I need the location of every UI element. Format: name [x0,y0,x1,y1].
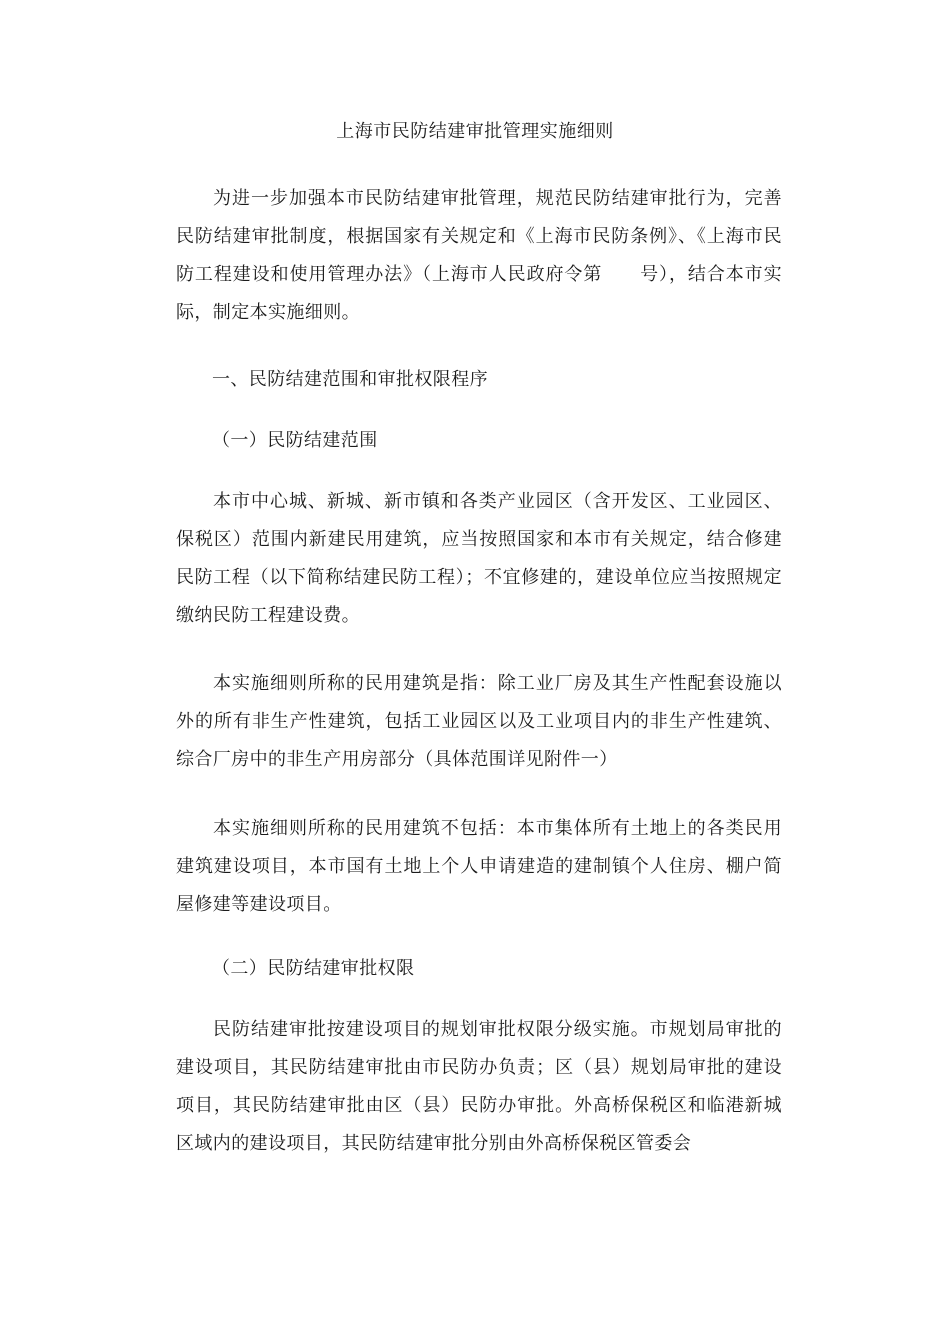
subsection-2-heading: （二）民防结建审批权限 [212,958,415,979]
section-1-heading: 一、民防结建范围和审批权限程序 [212,369,488,390]
intro-paragraph: 为进一步加强本市民防结建审批管理，规范民防结建审批行为，完善民防结建审批制度，根据国家有关规定和《上海市民防条例》、《上海市民防工程建设和使用管理办法》（上海市人民政府令第 号），结合本市实际，制定本实施细则。 [176,188,782,323]
subsection-1-paragraph-3: 本实施细则所称的民用建筑不包括：本市集体所有土地上的各类民用建筑建设项目，本市国有土地上个人申请建造的建制镇个人住房、棚户简屋修建等建设项目。 [176,818,782,915]
document-title: 上海市民防结建审批管理实施细则 [336,121,614,142]
subsection-1-paragraph-1: 本市中心城、新城、新市镇和各类产业园区（含开发区、工业园区、保税区）范围内新建民用建筑，应当按照国家和本市有关规定，结合修建民防工程（以下简称结建民防工程）；不宜修建的，建设单位应当按照规定缴纳民防工程建设费。 [176,491,782,626]
subsection-2-paragraph-1: 民防结建审批按建设项目的规划审批权限分级实施。市规划局审批的建设项目，其民防结建审批由市民防办负责；区（县）规划局审批的建设项目，其民防结建审批由区（县）民防办审批。外高桥保税区和临港新城区域内的建设项目，其民防结建审批分别由外高桥保税区管委会 [176,1019,782,1154]
subsection-1-paragraph-2: 本实施细则所称的民用建筑是指：除工业厂房及其生产性配套设施以外的所有非生产性建筑，包括工业园区以及工业项目内的非生产性建筑、综合厂房中的非生产用房部分（具体范围详见附件一） [176,673,782,770]
subsection-1-heading: （一）民防结建范围 [212,430,378,451]
